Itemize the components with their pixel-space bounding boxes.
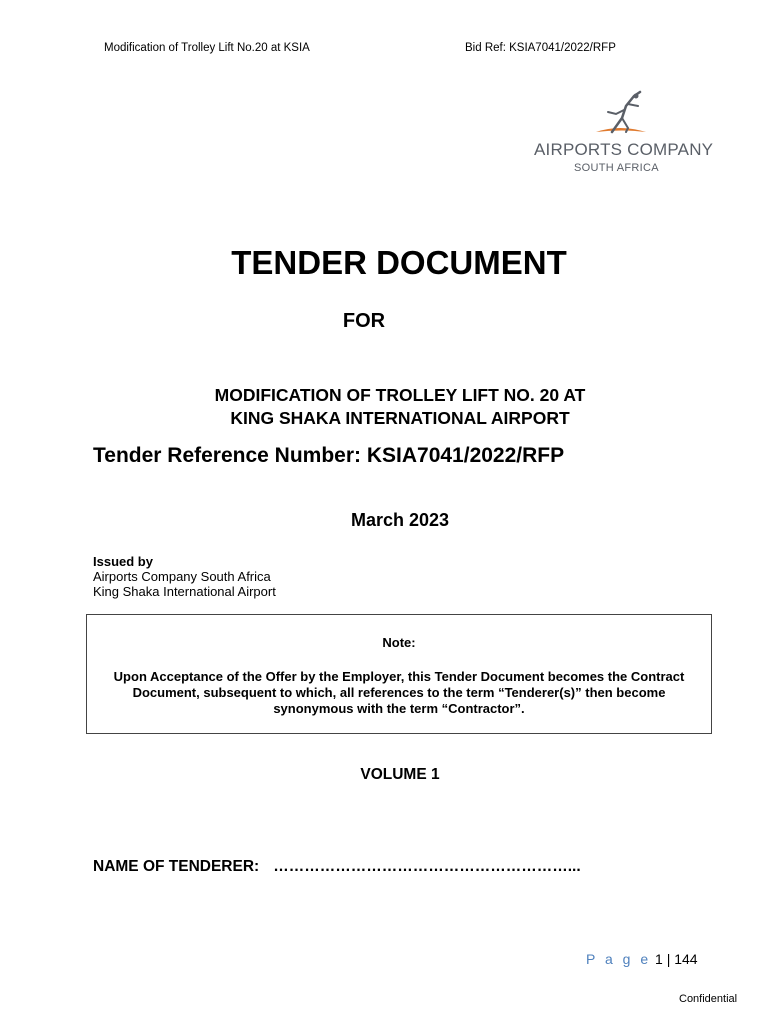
volume-label: VOLUME 1 xyxy=(360,766,440,783)
note-box xyxy=(86,614,712,734)
for-label: FOR xyxy=(342,310,386,332)
tenderer-name-blank: …………………………………………………... xyxy=(273,858,581,875)
issued-by-line-1: Airports Company South Africa xyxy=(93,569,271,584)
company-logo xyxy=(530,88,714,178)
issued-by-line-2: King Shaka International Airport xyxy=(93,584,276,599)
header-title: Modification of Trolley Lift No.20 at KSIA xyxy=(104,42,310,54)
logo-company-name: AIRPORTS COMPANY xyxy=(534,140,714,159)
note-label: Note: xyxy=(382,635,416,650)
tenderer-label: NAME OF TENDERER: xyxy=(93,858,260,875)
project-line-2: KING SHAKA INTERNATIONAL AIRPORT xyxy=(230,408,570,428)
page-number xyxy=(586,951,698,967)
issued-by-label: Issued by xyxy=(93,554,153,569)
header-bid-ref: Bid Ref: KSIA7041/2022/RFP xyxy=(465,42,616,54)
logo-company-sub: SOUTH AFRICA xyxy=(574,162,659,174)
page-word: P a g e xyxy=(586,951,652,967)
project-line-1: MODIFICATION OF TROLLEY LIFT NO. 20 AT xyxy=(214,385,586,405)
document-date: March 2023 xyxy=(350,510,450,530)
airport-figure-logo-icon xyxy=(590,88,660,140)
note-body: Upon Acceptance of the Offer by the Employer, this Tender Document becomes the Contract Document, subsequent to which, all references to the term “Tenderer(s)” then become synonymous with the term “Contractor”. xyxy=(113,669,685,716)
page-count: 1 | 144 xyxy=(655,951,698,967)
confidential-label: Confidential xyxy=(679,993,738,1005)
document-title: TENDER DOCUMENT xyxy=(231,244,567,281)
tender-reference: Tender Reference Number: KSIA7041/2022/RFP xyxy=(93,444,565,467)
tenderer-line xyxy=(93,858,581,876)
